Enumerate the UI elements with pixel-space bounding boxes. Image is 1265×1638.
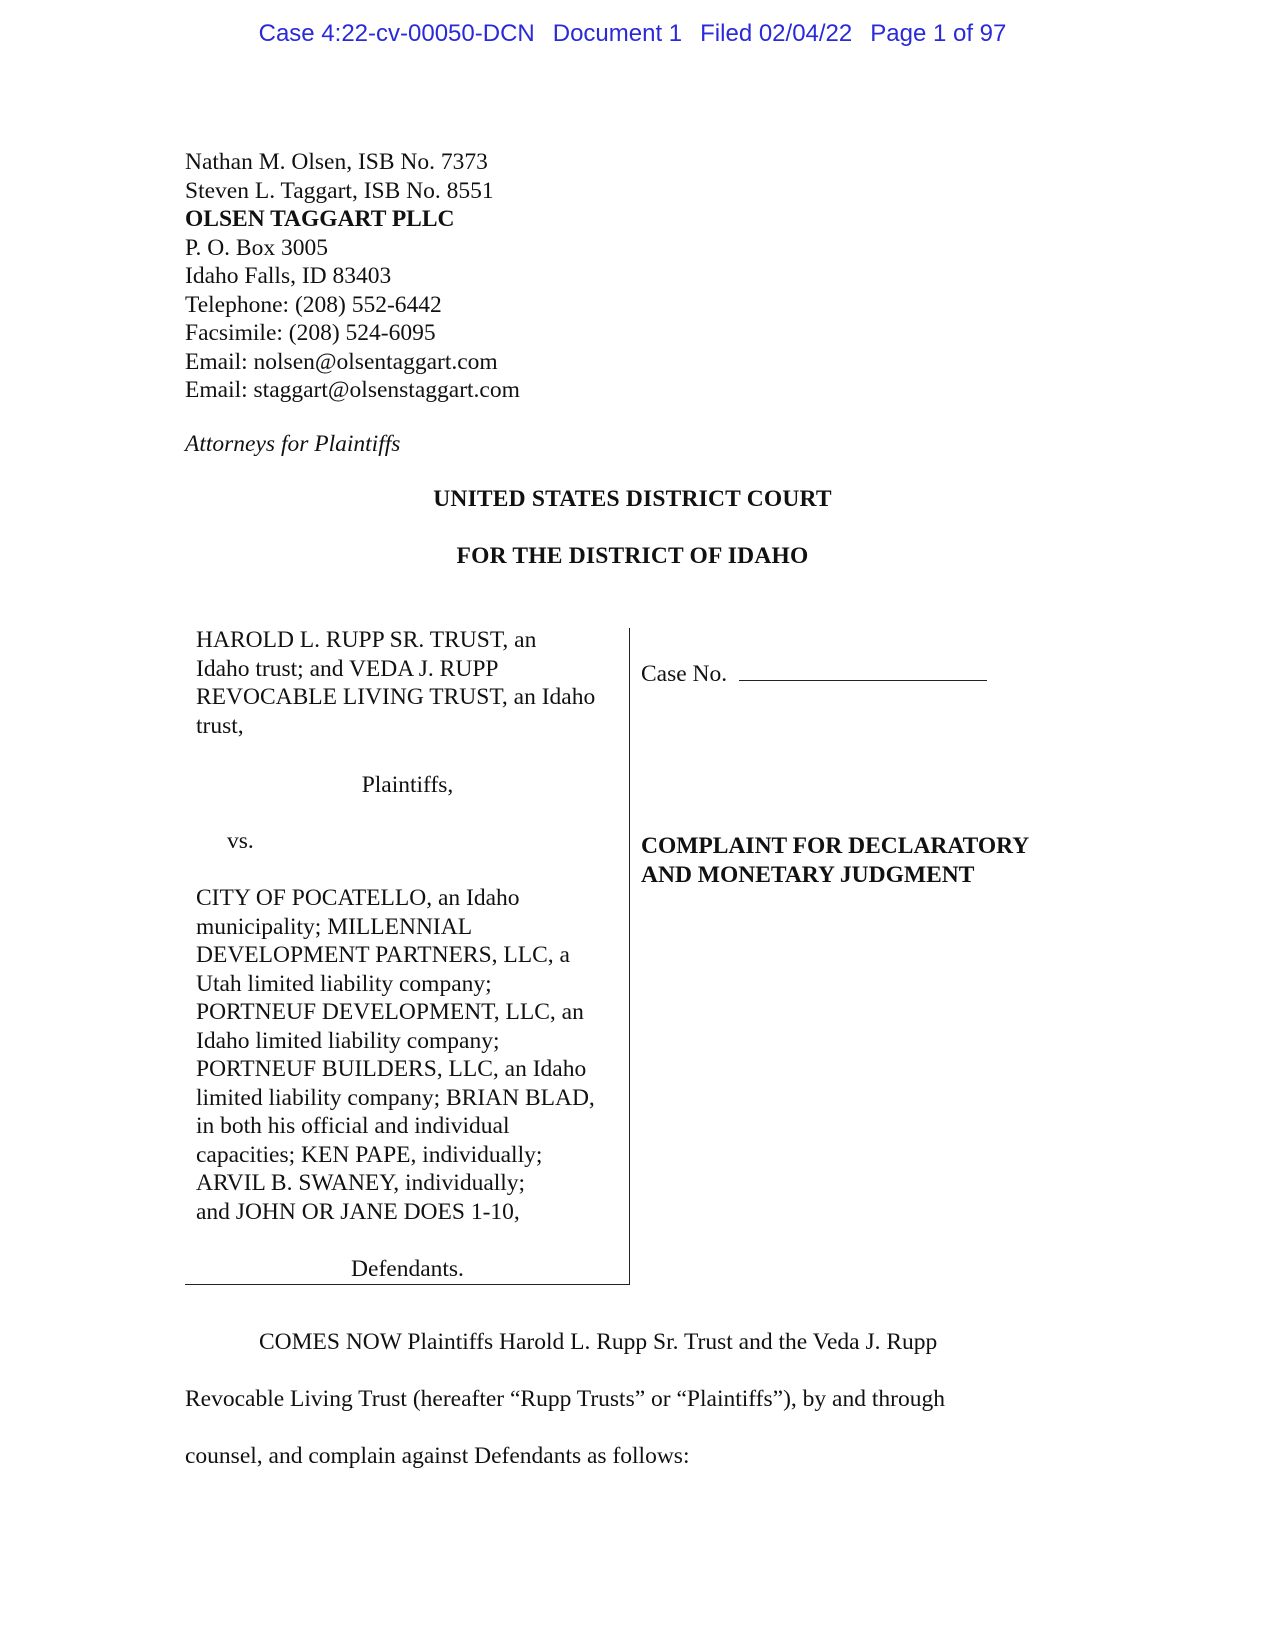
paragraph-line bbox=[185, 1314, 1045, 1371]
caption-line: in both his official and individual bbox=[196, 1113, 510, 1139]
address-line: P. O. Box 3005 bbox=[185, 234, 328, 261]
court-district: FOR THE DISTRICT OF IDAHO bbox=[456, 543, 809, 569]
paragraph-line-text: COMES NOW Plaintiffs Harold L. Rupp Sr. Trust and the Veda J. Rupp bbox=[259, 1329, 938, 1355]
complaint-title bbox=[641, 832, 1029, 889]
case-number-blank-line bbox=[739, 660, 987, 681]
attorney-line: Nathan M. Olsen, ISB No. 7373 bbox=[185, 149, 488, 175]
caption-line: Idaho limited liability company; bbox=[196, 1027, 500, 1054]
facsimile-line: Facsimile: (208) 524-6095 bbox=[185, 320, 436, 346]
complaint-title-line: COMPLAINT FOR DECLARATORY bbox=[641, 833, 1030, 859]
law-firm-name: OLSEN TAGGART PLLC bbox=[185, 206, 455, 232]
opening-paragraph bbox=[185, 1314, 1045, 1485]
attorneys-for-plaintiffs: Attorneys for Plaintiffs bbox=[185, 431, 401, 457]
caption-line: PORTNEUF BUILDERS, LLC, an Idaho bbox=[196, 1056, 587, 1082]
case-number-field bbox=[641, 660, 987, 688]
document-number-stamp: Document 1 bbox=[552, 20, 683, 47]
attorney-line: Steven L. Taggart, ISB No. 8551 bbox=[185, 177, 494, 204]
email-line: Email: nolsen@olsentaggart.com bbox=[185, 348, 498, 375]
defendants-names bbox=[196, 884, 626, 1226]
caption-line: capacities; KEN PAPE, individually; bbox=[196, 1141, 543, 1168]
paragraph-line: counsel, and complain against Defendants as follows: bbox=[185, 1443, 690, 1469]
caption-line: REVOCABLE LIVING TRUST, an Idaho bbox=[196, 684, 596, 710]
case-number-stamp: Case 4:22-cv-00050-DCN bbox=[258, 20, 535, 47]
email-line: Email: staggart@olsenstaggart.com bbox=[185, 377, 520, 403]
caption-line: Idaho trust; and VEDA J. RUPP bbox=[196, 655, 499, 682]
plaintiffs-names bbox=[196, 626, 626, 740]
caption-line: and JOHN OR JANE DOES 1-10, bbox=[196, 1198, 520, 1225]
complaint-title-line: AND MONETARY JUDGMENT bbox=[641, 861, 975, 888]
defendants-label: Defendants. bbox=[351, 1256, 464, 1282]
attorney-block bbox=[185, 148, 520, 405]
caption-line: Utah limited liability company; bbox=[196, 970, 492, 997]
caption-line: municipality; MILLENNIAL bbox=[196, 913, 473, 940]
filing-header-stamp bbox=[0, 20, 1265, 48]
versus-label: vs. bbox=[227, 828, 254, 854]
case-number-label: Case No. bbox=[641, 661, 728, 687]
caption-line: limited liability company; BRIAN BLAD, bbox=[196, 1084, 595, 1111]
caption-line: PORTNEUF DEVELOPMENT, LLC, an bbox=[196, 999, 584, 1025]
caption-line: CITY OF POCATELLO, an Idaho bbox=[196, 885, 520, 911]
case-caption-parties bbox=[185, 628, 630, 1285]
court-name: UNITED STATES DISTRICT COURT bbox=[433, 486, 832, 512]
paragraph-line: Revocable Living Trust (hereafter “Rupp Trusts” or “Plaintiffs”), by and through bbox=[185, 1386, 945, 1412]
address-line: Idaho Falls, ID 83403 bbox=[185, 263, 392, 289]
plaintiffs-label: Plaintiffs, bbox=[361, 772, 454, 798]
page-count-stamp: Page 1 of 97 bbox=[870, 20, 1007, 47]
caption-line: ARVIL B. SWANEY, individually; bbox=[196, 1170, 526, 1196]
filed-date-stamp: Filed 02/04/22 bbox=[700, 20, 853, 47]
caption-line: HAROLD L. RUPP SR. TRUST, an bbox=[196, 627, 537, 653]
caption-line: trust, bbox=[196, 712, 244, 739]
caption-line: DEVELOPMENT PARTNERS, LLC, a bbox=[196, 942, 570, 968]
telephone-line: Telephone: (208) 552-6442 bbox=[185, 291, 442, 318]
